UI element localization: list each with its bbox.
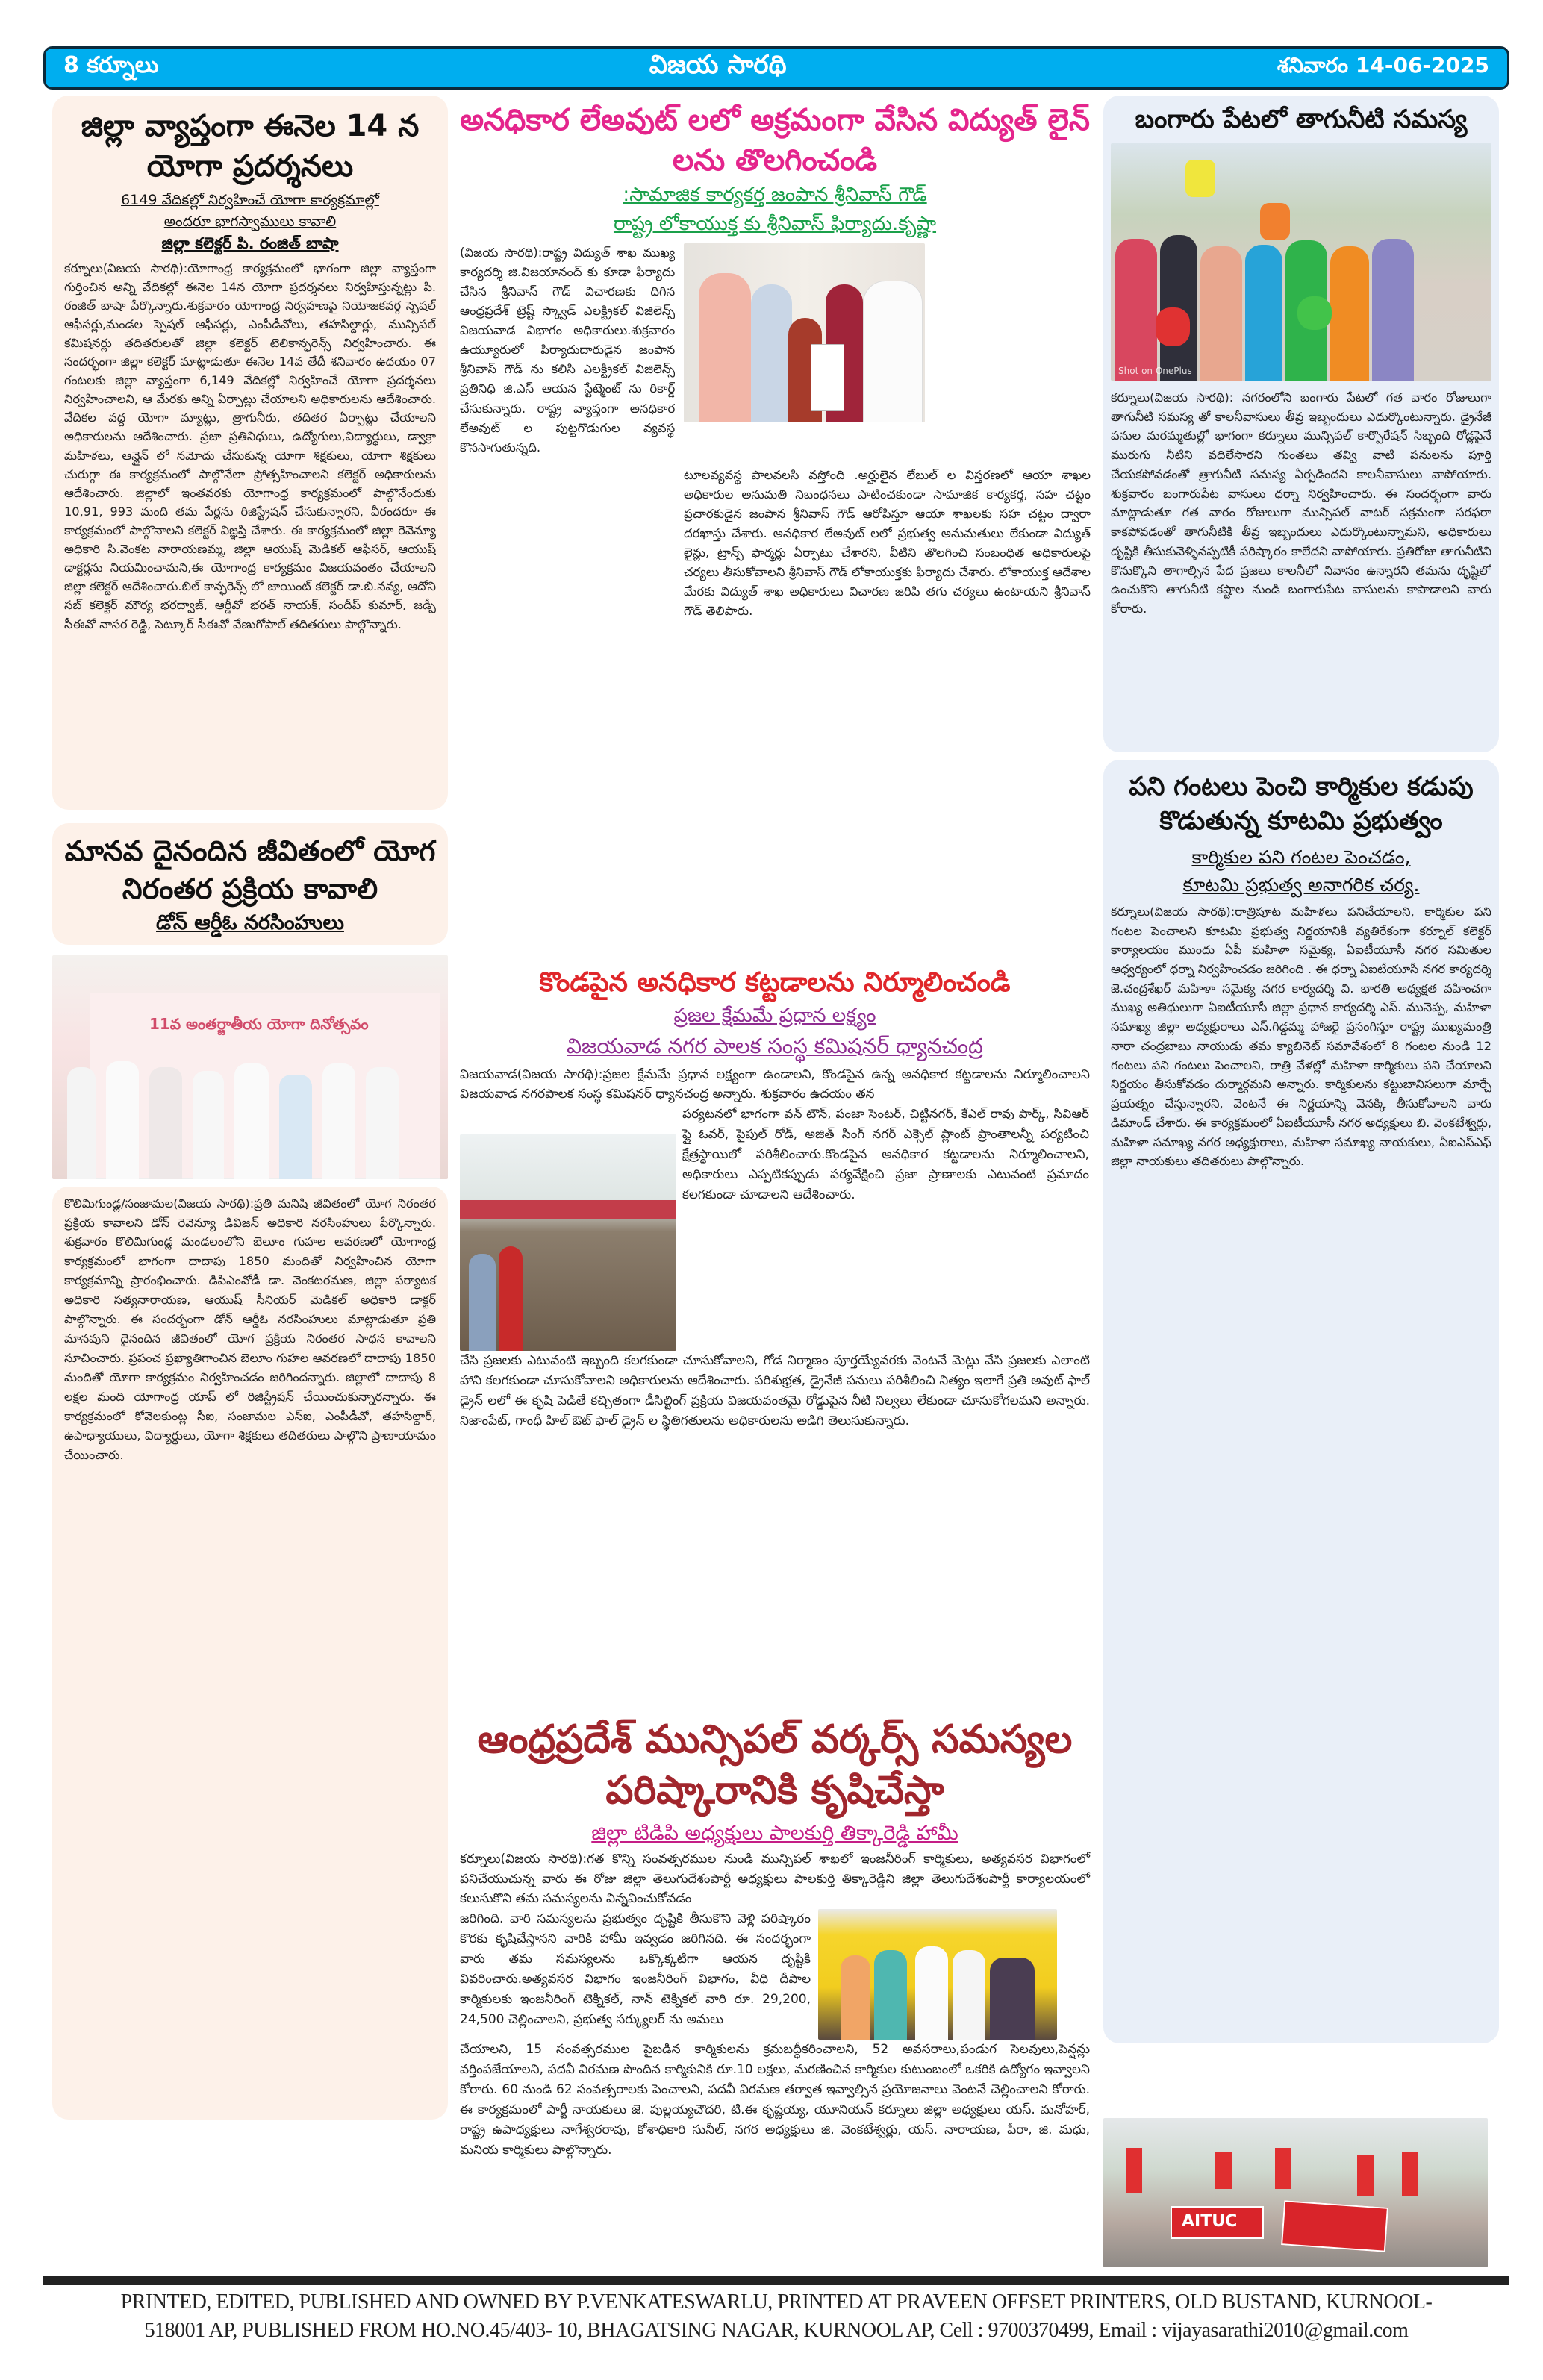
photo-water-protest <box>1111 143 1491 381</box>
red-flag <box>1402 2152 1418 2196</box>
byline: జిల్లా కలెక్టర్ పి. రంజిత్ బాషా <box>161 234 339 252</box>
article-body: కర్నూలు(విజయ సారథి):యోగాంధ్ర కార్యక్రమంలో భాగంగా జిల్లా వ్యాప్తంగా గుర్తించిన అన్ని వేదికల్లో ఈనెల 14న యోగా ప్రదర్శనలు నిర్వహిస్తున్నట్లు పి. రంజిత్ బాషా పేర్కొన్నారు.శుక్రవారం యోగాంధ్ర నిర్వహణపై నియోజకవర్గ స్పెషల్ ఆఫీసర్లు,మండల స్పెషల్ ఆఫీసర్లు, ఎంపీడీవోలు, తహసిల్దార్లు, మున్సిపల్ కమిషనర్లు తదితరులతో జిల్లా కలెక్టర్ టెలికాన్ఫరెన్స్ నిర్వహించారు. ఈ సందర్భంగా జిల్లా కలెక్టర్ మాట్లాడుతూ ఈనెల 14వ తేదీ శనివారం ఉదయం 07 గంటలకు జిల్లా వ్యాప్తంగా 6,149 వేదికల్లో నిర్వహించే యోగా ప్రదర్శనలు నిర్వహించాలని, ఆ మేరకు అన్ని ఏర్పాట్లు చేయాలని అధికారులను ఆదేశించారు. వేదికల వద్ద యోగా మ్యాట్లు, త్రాగునీరు, తదితర ఏర్పాట్లు చేయాలని అధికారులను ఆదేశించారు. ప్రజా ప్రతినిధులు, ఉద్యోగులు,విద్యార్థులు, డ్వాక్రా మహిళలు, ఆన్లైన్ లో నమోదు చేసుకున్న యోగా శిక్షకులు, యోగా శిక్షకులు చురుగ్గా ఈ కార్యక్రమంలో పాల్గొనేలా ప్రోత్సహించాలని కలెక్టర్ అధికారులను ఆదేశించారు. జిల్లాలో ఇంతవరకు యోగాంధ్ర కార్యక్రమంలో పాల్గొనేందుకు 10,91, 993 మంది తమ పేర్లను రిజిస్ట్రేషన్ చేసుకున్నారని, వీరందరూ ఈ కార్యక్రమంలో పాల్గొనాలని కలెక్టర్ విజ్ఞప్తి చేశారు. ఈ కార్యక్రమంలో జిల్లా రెవెన్యూ అధికారి సి.వెంకట నారాయణమ్మ, జిల్లా ఆయుష్ మెడికల్ ఆఫీసర్, ఆయుష్ డాక్టర్లను నియమించామని,ఈ యోగాంధ్ర కార్యక్రమం విజయవంతం చేయాలని జిల్లా కలెక్టర్ ఆదేశించారు.బిల్ కాన్ఫరెన్స్ లో జాయింట్ కలెక్టర్ డా.బి.నవ్య, ఆదోని సబ్ కలెక్టర్ మౌర్య భరద్వాజ్, ఆర్డీవో భరత్ నాయక్, సందీప్ కుమార్, జడ్పీ సీఈవో నాసర రెడ్డి, సెట్కూర్ సీఈవో వేణుగోపాల్ తదితరులు పాల్గొన్నారు. <box>64 260 436 631</box>
subheading: :సామాజిక కార్యకర్త జంపాన శ్రీనివాస్ గౌడ్ <box>623 184 927 206</box>
article-water-problem <box>1103 96 1499 752</box>
headline: ఆంధ్రప్రదేశ్ మున్సిపల్ వర్కర్స్ సమస్యల పరిష్కారానికి కృషిచేస్తా <box>477 1717 1073 1813</box>
right-column <box>1103 96 1499 2231</box>
article-side-text: పర్యటనలో భాగంగా వన్ టౌన్, పంజా సెంటర్, చిట్టినగర్, కేఎల్ రావు పార్క్, సివిఆర్ ఫ్లై ఓవర్, పైపుల్ రోడ్, అజిత్ సింగ్ నగర్ ఎక్సెల్ ప్లాంట్ ప్రాంతాలన్నీ పర్యటించి క్షేత్రస్థాయిలో పరిశీలించారు.కొండపైన అనధికార కట్టడాలను నిర్మూలించాలని, అధికారులు ఎప్పటికప్పుడు పర్యవేక్షించి ప్రజా ప్రాణాలకు ఎటువంటి ప్రమాదం కలగకుండా చూడాలని ఆదేశించారు. <box>682 1107 1089 1202</box>
article-side-text: జరిగింది. వారి సమస్యలను ప్రభుత్వం దృష్టికి తీసుకొని వెళ్లి పరిష్కారం కొరకు కృషిచేస్తానని వారికి హామీ ఇవ్వడం జరిగినది. ఈ సందర్భంగా వారు తమ సమస్యలను ఒక్కొక్కటిగా ఆయన దృష్టికి వివరించారు.అత్యవసర విభాగం ఇంజనీరింగ్ విభాగం, వీధి దీపాల కార్మికులకు ఇంజనీరింగ్ టెక్నికల్, నాన్ టెక్నికల్ వారి రూ. 29,200, 24,500 చెల్లించాలని, ప్రభుత్వ సర్క్యులర్ ను అమలు <box>460 1911 811 2027</box>
imprint-line-1: PRINTED, EDITED, PUBLISHED AND OWNED BY P.VENKATESWARLU, PRINTED AT PRAVEEN OFFSET PRINTERS, OLD BUSTAND, KURNOOL- <box>120 2290 1433 2314</box>
left-column <box>52 96 448 2120</box>
banner-text: AITUC <box>1182 2212 1238 2231</box>
article-illegal-power-lines <box>454 96 1096 619</box>
imprint-footer <box>43 2288 1509 2345</box>
middle-column <box>454 96 1096 2158</box>
headline: జిల్లా వ్యాప్తంగా ఈనెల 14 న యోగా ప్రదర్శనలు <box>81 109 420 184</box>
article-hill-encroachment <box>454 965 1096 1534</box>
byline: డోన్ ఆర్డీఓ నరసింహులు <box>156 911 344 935</box>
headline: అనధికార లేఅవుట్ లలో అక్రమంగా వేసిన విద్యుత్ లైన్ లను తొలగించండి <box>460 103 1090 178</box>
article-body-wide: టూలవ్యవస్థ పాలవలసి వస్తోంది .అర్హులైన లేబుల్ ల విస్తరణలో ఆయా శాఖల అధికారుల అనుమతి నిబంధనలు పాటించకుండా సామాజిక కార్యకర్త, సహ చట్టం ప్రచారకుడైన జంపాన శ్రీనివాస్ గౌడ్ ఆరోపిస్తూ ఆయా శాఖలకు సహ చట్టం ద్వారా దరఖాస్తు చేశారు. అనధికార లేఅవుట్ లలో ప్రభుత్వ అనుమతులు లేకుండా విద్యుత్ లైన్లు, ట్రాన్స్ ఫార్మర్లు ఏర్పాటు చేశారని, వీటిని తొలగించి సంబంధిత అధికారులపై చర్యలు తీసుకోవాలని శ్రీనివాస్ గౌడ్ లోకాయుక్తకు ఫిర్యాదు చేశారు. లోకాయుక్త ఆదేశాల మేరకు విద్యుత్ శాఖ అధికారులు విచారణ జరిపి తగు చర్యలు ఉంటాయని శ్రీనివాస్ గౌడ్ తెలిపారు. <box>684 468 1091 619</box>
document <box>811 344 844 411</box>
subheading: రాష్ట్ర లోకాయుక్త కు శ్రీనివాస్ ఫిర్యాదు.కృష్ణా <box>613 213 937 235</box>
water-pot <box>1156 307 1190 346</box>
headline: కొండపైన అనధికార కట్టడాలను నిర్మూలించండి <box>539 967 1011 998</box>
headline: మానవ దైనందిన జీవితంలో యోగ నిరంతర ప్రక్రియ కావాలి <box>64 834 436 905</box>
subheading: కూటమి ప్రభుత్వ అనాగరిక చర్య. <box>1182 874 1420 896</box>
article-body: కొలిమిగుండ్ల/సంజామల(విజయ సారథి):ప్రతి మనిషి జీవితంలో యోగ నిరంతర ప్రక్రియ కావాలని డోన్ రెవెన్యూ డివిజన్ అధికారి నరసింహులు పేర్కొన్నారు. శుక్రవారం కొలిమిగుండ్ల మండలంలోని బెలూం గుహల ఆవరణలో యోగాంధ్ర కార్యక్రమంలో భాగంగా దాదాపు 1850 మందితో నిర్వహించిన యోగా కార్యక్రమాన్ని ప్రారంభించారు. డిపిఎంవోడీ డా. వెంకటరమణ, జిల్లా పర్యాటక అధికారి సత్యనారాయణ, ఆయుష్ సీనియర్ మెడికల్ అధికారి డాక్టర్ పాల్గొన్నారు. ఈ సందర్భంగా డోన్ ఆర్డీఓ నరసింహులు మాట్లాడుతూ ప్రతి మానవుని దైనందిన జీవితంలో యోగ ప్రక్రియ నిరంతర సాధన కావాలని సూచించారు. ప్రపంచ ప్రఖ్యాతిగాంచిన బెలూం గుహల ఆవరణలో దాదాపు 1850 మందితో యోగా కార్యక్రమం నిర్వహించడం జరిగిందన్నారు. జిల్లాలో దాదాపు 8 లక్షల మంది యోగాంధ్ర యాప్ లో రిజిస్ట్రేషన్ చేయించుకున్నారన్నారు. ఈ కార్యక్రమంలో కోవెలకుంట్ల సీఐ, సంజామల ఎస్ఐ, ఎంపీడీవో, తహసిల్దార్, ఉపాధ్యాయులు, విద్యార్థులు, యోగా శిక్షకులు తదితరులు పాల్గొని ప్రాణాయామం చేయించారు. <box>64 1196 436 1462</box>
article-body: చేసి ప్రజలకు ఎటువంటి ఇబ్బంది కలగకుండా చూసుకోవాలని, గోడ నిర్మాణం పూర్తయ్యేవరకు వెంటనే మెట్లు వేసి ప్రజలకు ఎలాంటి హాని కలగకుండా చూసుకోవాలని అధికారులను ఆదేశించారు. పరిశుభ్రత, డ్రైనేజీ పనులు పరిశీలించి నిత్యం ఇలాగే ప్రతి అవుట్ ఫాల్ డ్రైన్ లలో ఈ కృషి పెడితే కచ్చితంగా డీసిల్టింగ్ ప్రక్రియ విజయవంతమై రోడ్డుపైన నీటి నిల్వలు లేకుండా చూసుకోగలమని అన్నారు. నిజాంపేట్, గాంధీ హిల్ ఔట్ ఫాల్ డ్రైన్ ల స్థితిగతులను అధికారులను అడిగి తెలుసుకున్నారు. <box>460 1353 1090 1428</box>
red-flag <box>1357 2155 1374 2196</box>
red-flag <box>1275 2148 1291 2189</box>
article-body: కర్నూలు(విజయ సారథి): నగరంలోని బంగారు పేటలో గత వారం రోజులుగా తాగునీటి సమస్య తో కాలనీవాసులు తీవ్ర ఇబ్బందులు ఎదుర్కొంటున్నారు. డ్రైనేజీ పనుల మరమ్మతుల్లో భాగంగా కర్నూలు మున్సిపల్ కార్పొరేషన్ సిబ్బంది రోడ్లపైనే మురుగు నీటిని వదిలేసారని గుంతలు తవ్వి వాటి పనులను పూర్తి చేయకపోవడంతో త్రాగునీటి సమస్య ఏర్పడిందని కాలనీవాసులు వాపోయారు. శుక్రవారం బంగారుపేట వాసులు ధర్నా నిర్వహించారు. ఈ సందర్భంగా వారు మాట్లాడుతూ గత వారం రోజులుగా మున్సిపల్ వాటర్ సక్రమంగా సరఫరా కాకపోవడంతో తాగునీటికి తీవ్ర ఇబ్బందులు ఎదుర్కొంటున్నామని, అధికారులు దృష్టికి తీసుకువెళ్ళినప్పటికీ పరిష్కారం కాలేదని వాపోయారు. ప్రతిరోజు తాగునీటిని కొనుక్కొని తాగాల్సిన పేద ప్రజలు కాలనీలో నివాసం ఉన్నారని తమను దృష్టిలో ఉంచుకొని తాగునీటి కష్టాల నుండి బంగారుపేట వాసులను కాపాడాలని వారు కోరారు. <box>1111 390 1491 616</box>
subheading: కార్మికుల పని గంటల పెంచడం, <box>1191 846 1411 868</box>
headline: పని గంటలు పెంచి కార్మికుల కడుపు కొడుతున్న కూటమి ప్రభుత్వం <box>1129 772 1474 836</box>
article-yoga-demos <box>52 96 448 810</box>
subheading: 6149 వేదికల్లో నిర్వహించే యోగా కార్యక్రమాల్లో <box>121 192 379 208</box>
article-municipal-workers <box>454 1715 1096 2368</box>
headline: బంగారు పేటలో తాగునీటి సమస్య <box>1135 104 1468 134</box>
photo-aituc-protest <box>1103 2118 1488 2267</box>
article-content-row <box>460 1105 1090 1351</box>
article-content-row <box>460 1909 1090 2040</box>
red-flag <box>1126 2148 1142 2193</box>
page-label: 8 కర్నూలు <box>63 52 159 78</box>
water-pot <box>1297 296 1332 330</box>
article-body: చేయాలని, 15 సంవత్సరముల పైబడిన కార్మికులను క్రమబద్ధీకరించాలని, 52 అవసరాలు,పండుగ సెలవులు,పెన్షన్లు వర్తింపజేయాలని, పదవీ విరమణ పొందిన కార్మికునికి రూ.10 లక్షలు, మరణించిన కార్మికుల కుటుంబంలో ఒకరికి ఉద్యోగం ఇవ్వాలని కోరారు. 60 నుండి 62 సంవత్సరాలకు పెంచాలని, పదవీ విరమణ తర్వాత ఇవ్వాల్సిన ప్రయోజనాలు వెంటనే చెల్లించాలని కోరారు. ఈ కార్యక్రమంలో పార్టీ నాయకులు జె. పుల్లయ్యచౌదరి, టి.ఈ కృష్ణయ్య, యూనియన్ కర్నూలు జిల్లా అధ్యక్షులు యస్. మనోహర్, రాష్ట్ర ఉపాధ్యక్షులు నాగేశ్వరరావు, కోశాధికారి సునీల్, నగర అధ్యక్షులు జి. వెంకటేశ్వర్లు, యస్. నారాయణ, పీరా, జి. మధు, మనియ కార్మికులు పాల్గొన్నారు. <box>460 2042 1090 2158</box>
article-yoga-daily-life <box>52 823 448 945</box>
photo-tdp-office-meeting <box>818 1909 1057 2040</box>
photo-site-inspection <box>460 1134 676 1351</box>
footer-rule <box>43 2276 1509 2285</box>
article-yoga-daily-life-body <box>52 1187 448 2120</box>
photo-yoga-stage <box>52 955 448 1179</box>
article-body: కర్నూలు(విజయ సారథి):రాత్రిపూట మహిళలు పనిచేయాలని, కార్మికుల పని గంటల పెంచాలని కూటమి ప్రభుత్వ నిర్ణయానికి వ్యతిరేకంగా కర్నూల్ కలెక్టర్ కార్యాలయం ముందు ఏపీ మహిళా సమైక్య, ఏఐటీయూసీ నగర సమితుల ఆధ్వర్యంలో ధర్నా నిర్వహించడం జరిగింది . ఈ ధర్నా ఏఐటీయూసీ నగర కార్యదర్శి జె.చంద్రశేఖర్ మహిళా సమైక్య నగర కార్యదర్శి వి. భారతి అధ్యక్షత వహించగా ముఖ్య అతిథులుగా ఏఐటీయూసీ జిల్లా ప్రధాన కార్యదర్శి ఎస్. మునెప్ప, మహిళా సమాఖ్య జిల్లా అధ్యక్షురాలు ఎస్.గిడ్డమ్మ హాజరై ప్రసంగిస్తూ రాష్ట్ర ముఖ్యమంత్రి నారా చంద్రబాబు నాయుడు తమ క్యాబినెట్ సమావేశంలో 8 గంటల నుండి 12 గంటలు పని గంటలు పెంచాలని, రాత్రి వేళల్లో మహిళా కార్మికులు పని చేయాలని నిర్ణయం తీసుకోవడం దుర్మార్గమని అన్నారు. కార్మికులను కట్టుబానిసలుగా మార్చే ప్రయత్నం చేస్తున్నారని, వెంటనే ఈ నిర్ణయాన్ని వెనక్కి తీసుకోవాలని వారు డిమాండ్ చేశారు. ఈ కార్యక్రమంలో ఏఐటీయూసీ నగర అధ్యక్షులు బి. వెంకటేశ్వర్లు, మహిళా సమాఖ్య నగర అధ్యక్షురాలు, మహిళా సమాఖ్య నాయకులు, ఏఐఎస్ఎఫ్ జిల్లా నాయకులు తదితరులు పాల్గొన్నారు. <box>1111 904 1491 1169</box>
photo-watermark: Shot on OnePlus <box>1118 365 1192 376</box>
article-body-narrow: (విజయ సారథి):రాష్ట్ర విద్యుత్ శాఖ ముఖ్య కార్యదర్శి జి.విజయానంద్ కు కూడా ఫిర్యాదు చేసిన శ్రీనివాస్ గౌడ్ విచారణకు దిగిన ఆంధ్రప్రదేశ్ ట్రెష్ట్ స్క్వాడ్ ఎలక్ట్రికల్ విజిలెన్స్ విజయవాడ విభాగం అధికారులు.శుక్రవారం ఉయ్యూరులో పిర్యాదుదారుడైన జంపాన శ్రీనివాస్ గౌడ్ ను కలిసి ఎలక్ట్రికల్ విజిలెన్స్ ప్రతినిధి జి.ఎస్ ఆయన స్టేట్మెంట్ ను రికార్డ్ చేసుకున్నారు. రాష్ట్ర వ్యాప్తంగా అనధికార లేఅవుట్ ల పుట్టగొడుగుల వ్యవస్థ కొనసాగుతున్నది. <box>460 246 676 455</box>
article-workers-hours <box>1103 760 1499 2043</box>
masthead <box>43 46 1509 90</box>
subheading: విజయవాడ నగర పాలక సంస్థ కమిషనర్ ధ్యానచంద్ర <box>567 1033 983 1058</box>
paper-name: విజయ సారథి <box>649 50 787 80</box>
imprint-line-2: 518001 AP, PUBLISHED FROM HO.NO.45/403- 10, BHAGATSING NAGAR, KURNOOL AP, Cell : 9700370499, Email : vijayasarathi2010@gmail.com <box>144 2318 1409 2342</box>
issue-date: శనివారం 14-06-2025 <box>1277 53 1489 78</box>
subheading: అందరూ భాగస్వాములు కావాలి <box>163 213 337 230</box>
water-pot <box>1260 203 1290 240</box>
water-pot <box>1185 160 1215 197</box>
subheading: ప్రజల క్షేమమే ప్రధాన లక్ష్యం <box>673 1004 876 1027</box>
people-group <box>67 1060 440 1179</box>
photo-complaint-handover <box>684 243 925 422</box>
banner-text: 11వ అంతర్జాతీయ యోగా దినోత్సవం <box>149 1014 369 1033</box>
article-lead: విజయవాడ(విజయ సారథి):ప్రజల క్షేమమే ప్రధాన లక్ష్యంగా ఉండాలని, కొండపైన ఉన్న అనధికార కట్టడాలను నిర్మూలించాలని విజయవాడ నగరపాలక సంస్థ కమిషనర్ ధ్యానచంద్ర అన్నారు. శుక్రవారం ఉదయం తన <box>460 1066 1090 1102</box>
ap-mahila-banner <box>1281 2200 1388 2252</box>
subheading: జిల్లా టిడిపి అధ్యక్షులు పాలకుర్తి తిక్కారెడ్డి హామీ <box>591 1822 958 1846</box>
article-lead: కర్నూలు(విజయ సారథి):గత కొన్ని సంవత్సరముల నుండి మున్సిపల్ శాఖలో ఇంజనీరింగ్ కార్మికులు, అత్యవసర విభాగంలో పనిచేయుచున్న వారు ఈ రోజు జిల్లా తెలుగుదేశంపార్టీ అధ్యక్షులు పాలకుర్తి తిక్కారెడ్డిని జిల్లా తెలుగుదేశంపార్టీ కార్యాలయంలో కలుసుకొని తమ సమస్యలను విన్నవించుకోవడం <box>460 1851 1090 1907</box>
wall <box>460 1200 676 1219</box>
red-flag <box>1215 2152 1232 2189</box>
